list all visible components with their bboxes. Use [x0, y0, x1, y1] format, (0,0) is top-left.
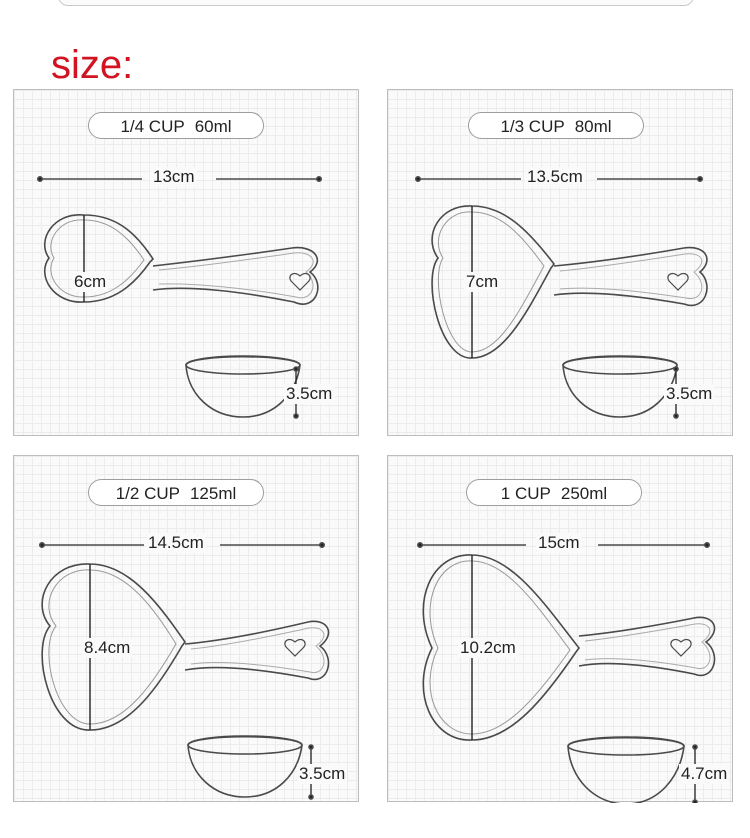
length-label: 15cm: [538, 533, 580, 552]
width-label: 8.4cm: [84, 638, 131, 657]
top-search-bar: [58, 0, 694, 6]
length-label: 13cm: [153, 167, 195, 186]
capacity-pill: [468, 112, 644, 139]
depth-label: 4.7cm: [681, 764, 728, 783]
width-label: 10.2cm: [460, 638, 516, 657]
length-label: 13.5cm: [527, 167, 583, 186]
capacity-pill: [466, 479, 642, 506]
size-heading: size:: [51, 43, 134, 87]
spoon-illustration: [388, 456, 734, 803]
size-panel-third-cup: [387, 89, 733, 436]
volume-label: 1/4 CUP: [120, 117, 185, 136]
width-label: 7cm: [466, 272, 499, 291]
depth-label: 3.5cm: [286, 384, 333, 403]
size-panel-half-cup: [13, 455, 359, 802]
spoon-illustration: [14, 456, 360, 803]
volume-label: 1/2 CUP: [115, 484, 180, 503]
width-label: 6cm: [74, 272, 107, 291]
size-panel-one-cup: [387, 455, 733, 802]
capacity-label: 250ml: [560, 484, 608, 503]
size-panel-quarter-cup: [13, 89, 359, 436]
depth-label: 3.5cm: [666, 384, 713, 403]
capacity-label: 125ml: [189, 484, 237, 503]
capacity-pill: [88, 479, 264, 506]
capacity-pill: [88, 112, 264, 139]
volume-label: 1 CUP: [500, 484, 551, 503]
capacity-label: 80ml: [574, 117, 612, 136]
depth-label: 3.5cm: [299, 764, 346, 783]
capacity-label: 60ml: [194, 117, 232, 136]
volume-label: 1/3 CUP: [500, 117, 565, 136]
length-label: 14.5cm: [148, 533, 204, 552]
